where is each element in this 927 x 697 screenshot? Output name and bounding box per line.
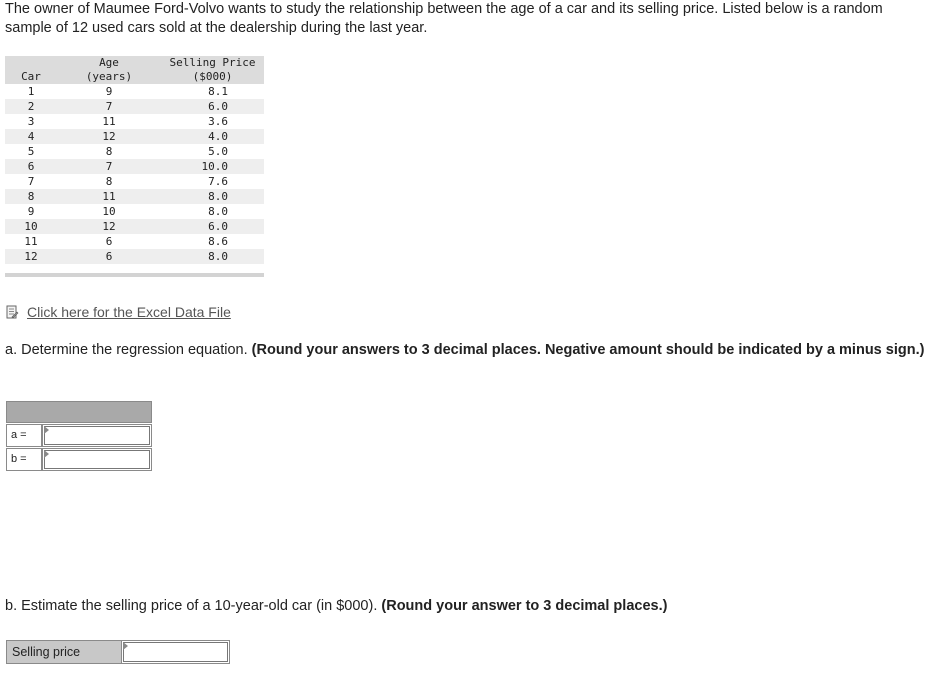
selling-price-input[interactable] [123, 642, 228, 662]
cell-car: 1 [27, 85, 35, 98]
cell-price: 10.0 [161, 159, 264, 174]
table-row [5, 249, 264, 264]
cell-car: 7 [27, 175, 35, 188]
problem-intro: The owner of Maumee Ford-Volvo wants to study the relationship between the age of a car and its selling price. Listed below is a random sample of 12 used cars sold at the dealership during the last year. [5, 1, 883, 36]
car-data-table [5, 56, 264, 264]
cell-age: 7 [57, 159, 161, 174]
table-row [5, 159, 264, 174]
header-age: Age (years) [57, 56, 161, 84]
cell-car: 3 [27, 115, 35, 128]
cell-age: 8 [105, 145, 113, 158]
table-row [5, 99, 264, 114]
answer-table-header [6, 401, 152, 423]
cell-price: 3.6 [208, 115, 228, 128]
cell-age: 11 [57, 189, 161, 204]
cell-car: 2 [5, 99, 57, 114]
table-row [5, 144, 264, 159]
cell-price: 8.0 [161, 249, 264, 264]
regression-answer-table [6, 401, 152, 471]
table-row [5, 234, 264, 249]
question-a [5, 341, 927, 359]
cell-price: 6.0 [161, 99, 264, 114]
question-b-text: b. Estimate the selling price of a 10-year-old car (in $000). [5, 598, 382, 614]
cell-car: 4 [5, 129, 57, 144]
cell-age: 7 [57, 99, 161, 114]
cell-age: 6 [105, 235, 113, 248]
cell-car: 12 [5, 249, 57, 264]
cell-age: 12 [57, 129, 161, 144]
slope-b-input[interactable] [44, 450, 150, 469]
cell-car: 6 [5, 159, 57, 174]
cell-age: 10 [102, 205, 116, 218]
table-row [5, 84, 264, 99]
answer-row-a [6, 424, 152, 447]
question-a-instruction: (Round your answers to 3 decimal places. Negative amount should be indicated by a minus sign.) [251, 342, 925, 358]
table-header-row [5, 56, 264, 84]
cell-age: 9 [105, 85, 113, 98]
question-a-text: a. Determine the regression equation. [5, 342, 252, 358]
table-bottom-rule [5, 273, 264, 277]
cell-price: 8.6 [208, 235, 228, 248]
table-row [5, 129, 264, 144]
header-car: Car [5, 56, 57, 84]
question-b-instruction: (Round your answer to 3 decimal places.) [381, 598, 668, 614]
table-row [5, 174, 264, 189]
excel-link-label[interactable]: Click here for the Excel Data File [27, 304, 231, 320]
answer-row-b [6, 448, 152, 471]
cell-price: 8.1 [208, 85, 228, 98]
selling-price-label: Selling price [6, 640, 122, 664]
answer-label-a: a = [6, 424, 42, 447]
table-body [5, 84, 264, 264]
table-row [5, 219, 264, 234]
cell-car: 8 [5, 189, 57, 204]
excel-file-icon [5, 305, 19, 319]
cell-price: 7.6 [208, 175, 228, 188]
cell-price: 5.0 [208, 145, 228, 158]
cell-price: 8.0 [161, 189, 264, 204]
table-row [5, 204, 264, 219]
cell-age: 11 [102, 115, 116, 128]
cell-car: 5 [27, 145, 35, 158]
cell-age: 8 [105, 175, 113, 188]
cell-car: 11 [24, 235, 38, 248]
cell-price: 6.0 [161, 219, 264, 234]
question-b [5, 597, 927, 615]
cell-price: 4.0 [161, 129, 264, 144]
cell-car: 10 [5, 219, 57, 234]
cell-age: 6 [57, 249, 161, 264]
header-price: Selling Price ($000) [161, 56, 264, 84]
table-row [5, 114, 264, 129]
cell-price: 8.0 [208, 205, 228, 218]
intercept-a-input[interactable] [44, 426, 150, 445]
cell-age: 12 [57, 219, 161, 234]
cell-car: 9 [27, 205, 35, 218]
answer-label-b: b = [6, 448, 42, 471]
selling-price-answer [6, 640, 230, 664]
table-row [5, 189, 264, 204]
excel-data-link[interactable] [5, 303, 231, 321]
